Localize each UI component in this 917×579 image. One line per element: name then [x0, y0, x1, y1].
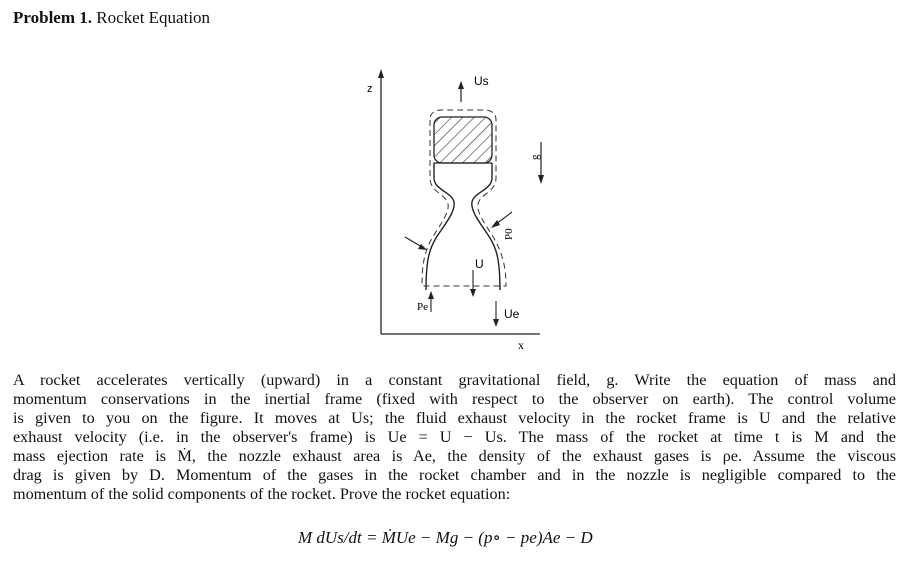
statement-line: mass ejection rate is Ṁ, the nozzle exhaust area is Ae, the density of the exhaust gases is ρe. Assume the viscous [13, 447, 896, 465]
statement-line: drag is given by D. Momentum of the gases in the rocket chamber and in the nozzle is negligible compared to the [13, 466, 896, 484]
us-arrow-head [458, 81, 464, 89]
problem-title: Rocket Equation [96, 8, 211, 27]
ue-arrow-head [493, 319, 499, 327]
problem-statement [13, 371, 896, 504]
u-arrow-head [470, 289, 476, 297]
g-arrow-head [538, 175, 544, 184]
us-label: Us [474, 74, 489, 88]
u-label: U [475, 257, 484, 271]
equation-text: M dUs/dt = ṀUe − Mg − (p∘ − pe)Ae − D [298, 528, 593, 547]
rocket-diagram [350, 60, 570, 350]
g-label: g [529, 154, 541, 160]
payload-hatched-block [434, 117, 492, 163]
statement-line: is given to you on the figure. It moves at Us; the fluid exhaust velocity in the rocket frame is U and the relative [13, 409, 896, 427]
problem-label: Problem 1. [13, 8, 93, 27]
x-axis-label: x [518, 338, 524, 350]
statement-line: exhaust velocity (i.e. in the observer's frame) is Ue = U − Us. The mass of the rocket at time t is M and the [13, 428, 896, 446]
ue-label: Ue [504, 307, 520, 321]
z-axis-label: z [367, 83, 373, 95]
statement-line: momentum of the solid components of the rocket. Prove the rocket equation: [13, 485, 511, 503]
p0-label: P0 [503, 228, 515, 240]
p0-arrow-head [491, 220, 500, 228]
p0-arrow [496, 212, 512, 224]
pe-label: Pe [417, 301, 428, 313]
statement-line: A rocket accelerates vertically (upward) in a constant gravitational field, g. Write the equation of mass and [13, 371, 896, 389]
rocket-figure [350, 60, 570, 350]
rocket-equation [298, 528, 593, 548]
pe-arrow-head [428, 291, 434, 299]
z-axis-arrow [378, 69, 384, 78]
left-pressure-arrow [405, 237, 422, 247]
statement-line: momentum conservations in the inertial frame (fixed with respect to the observer on earth). The control volume [13, 390, 896, 408]
problem-heading [13, 8, 210, 28]
